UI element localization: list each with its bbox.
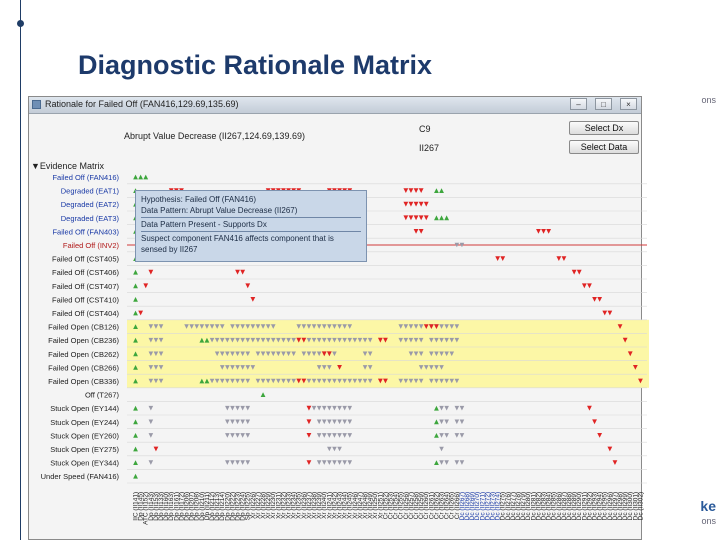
neutral-marker [322,433,327,438]
neutral-marker [235,460,240,465]
column-label: Xr (II237) [305,491,313,519]
minimize-button[interactable]: – [570,98,587,110]
neutral-marker [225,406,230,411]
column-label: Xr (II228) [260,491,268,519]
down-marker [138,311,143,316]
down-marker [424,215,429,220]
down-marker [409,188,414,193]
down-marker [592,297,597,302]
column-label: Dp (II211) [203,491,211,521]
row-label: Failed Off (CST407) [52,281,119,291]
down-marker [419,229,424,234]
tooltip-support: Data Pattern Present - Supports Dx [141,220,267,229]
column-label: Cr (II266) [453,491,461,520]
neutral-marker [439,447,444,452]
column-label: Dc (II290) [576,491,584,521]
column-label: Xr (II234) [290,491,298,519]
column-label: Cr (II262) [433,491,441,520]
maximize-button[interactable]: □ [595,98,612,110]
tree-expand-icon[interactable]: ▼ [31,161,40,171]
slide-rule [20,0,21,540]
neutral-marker [230,433,235,438]
down-marker [403,188,408,193]
down-marker [307,406,312,411]
tooltip-explanation-1: Suspect component FAN416 affects component that is [141,234,334,243]
neutral-marker [337,420,342,425]
column-label: Dp (II210) [198,491,206,521]
up-marker [434,419,439,424]
row-label: Stuck Open (EY260) [50,431,119,441]
column-label: Dc (II289) [571,491,579,521]
down-marker [546,229,551,234]
column-label: Dc (II293) [591,491,599,521]
neutral-marker [444,433,449,438]
column-label: Xr (II241) [326,491,334,519]
column-label: Dp (II143) [147,491,155,521]
row-label: Stuck Open (EY244) [50,417,119,427]
evidence-matrix-label: Evidence Matrix [39,161,104,171]
column-label: Dp (II161) [173,491,181,521]
neutral-marker [230,406,235,411]
neutral-marker [460,420,465,425]
row-label: Off (T267) [84,390,119,400]
down-marker [597,433,602,438]
column-label: Xr (II243) [336,491,344,519]
column-label: Dp (II213) [214,491,222,521]
evidence-matrix [29,97,643,541]
row-label: Failed Off (FAN403) [52,227,119,237]
column-label: Cr (II263) [438,491,446,520]
up-marker [434,460,439,465]
neutral-marker [460,460,465,465]
column-label: Cr (II264) [443,491,451,520]
column-label: Dc (II274) [494,491,502,521]
up-marker [434,433,439,438]
up-marker [434,406,439,411]
column-label: Dc (II285) [550,491,558,521]
column-label: Dc (II270) [474,491,482,521]
row-label: Failed Off (CST406) [52,268,119,278]
up-marker [434,215,439,220]
select-data-button[interactable]: Select Data [569,140,639,154]
column-label: Xr (II248) [362,491,370,519]
up-marker [138,175,143,180]
down-marker [307,433,312,438]
column-label: Dp (II212) [209,491,217,521]
highlight-band [127,320,649,388]
neutral-marker [240,433,245,438]
column-label: Dp (II160) [163,491,171,521]
column-label: Dc (II292) [586,491,594,521]
column-label: Dc (II295) [601,491,609,521]
rationale-window [28,96,645,540]
column-label: Dc (II284) [545,491,553,521]
up-marker [133,175,138,180]
row-label: Stuck Open (EY144) [50,404,119,414]
neutral-marker [317,460,322,465]
select-dx-button[interactable]: Select Dx [569,121,639,135]
neutral-marker [327,406,332,411]
neutral-marker [225,420,230,425]
up-marker [133,297,138,302]
down-marker [148,270,153,275]
neutral-marker [342,420,347,425]
neutral-marker [230,460,235,465]
down-marker [613,460,618,465]
down-marker [587,406,592,411]
up-marker [133,474,138,479]
column-label: Dc (II269) [469,491,477,521]
down-marker [250,297,255,302]
neutral-marker [317,420,322,425]
neutral-marker [327,460,332,465]
neutral-marker [245,460,250,465]
row-label: Failed Off (CST404) [52,309,119,318]
column-label: Cr (II253) [387,491,395,520]
up-marker [133,406,138,411]
down-marker [414,202,419,207]
column-label: Dc (II280) [525,491,533,521]
column-label: Dc (II282) [535,491,543,521]
tooltip-separator [141,231,361,232]
row-label: Stuck Open (EY344) [50,458,119,468]
neutral-marker [332,406,337,411]
column-label: Dc (II275) [499,491,507,521]
column-label: Dp (II206) [183,491,191,521]
down-marker [541,229,546,234]
close-button[interactable]: × [620,98,637,110]
column-label: Xr (II245) [346,491,354,519]
column-label: Cr (II265) [448,491,456,520]
up-marker [261,392,266,397]
neutral-marker [317,406,322,411]
column-label: Xr (II238) [311,491,319,519]
down-marker [419,215,424,220]
column-label: Dc (II281) [530,491,538,521]
neutral-marker [240,420,245,425]
up-marker [133,283,138,288]
column-label: Dc (II273) [489,491,497,521]
column-label: Xr (II240) [321,491,329,519]
neutral-marker [149,460,154,465]
neutral-marker [342,433,347,438]
column-label: Xr (II229) [265,491,273,519]
down-marker [495,256,500,261]
down-marker [500,256,505,261]
down-marker [414,215,419,220]
neutral-marker [455,460,460,465]
column-label: Cr (II261) [428,491,436,520]
neutral-marker [439,433,444,438]
neutral-marker [460,406,465,411]
neutral-marker [347,406,352,411]
down-marker [592,419,597,424]
neutral-marker [235,433,240,438]
neutral-marker [225,433,230,438]
logo-fragment-sub: ons [701,516,716,526]
down-marker [307,460,312,465]
down-marker [403,202,408,207]
neutral-marker [332,433,337,438]
neutral-marker [342,406,347,411]
down-marker [409,215,414,220]
neutral-marker [312,406,317,411]
logo-fragment-top: ons [701,95,716,105]
down-marker [556,256,561,261]
down-marker [414,188,419,193]
column-label: Xr (II230) [270,491,278,519]
neutral-marker [225,460,230,465]
reference-c9: C9 [419,124,431,134]
column-label: Xr (II244) [341,491,349,519]
window-title: Rationale for Failed Off (FAN416,129.69,135.69) [45,99,239,109]
up-marker [143,175,148,180]
reference-ii267: II267 [419,143,440,153]
column-label: Cr (II255) [397,491,405,520]
row-label: Degraded (EAT3) [60,213,119,223]
up-marker [444,215,449,220]
tooltip-explanation-2: sensed by II267 [141,245,198,254]
column-label: Xr (II233) [285,491,293,519]
up-marker [434,188,439,193]
neutral-marker [455,406,460,411]
column-label: Dc (II298) [617,491,625,521]
column-label: Dc (II296) [606,491,614,521]
row-label: Failed Off (CST410) [52,295,119,305]
neutral-marker [322,420,327,425]
column-label: Dc (II297) [611,491,619,521]
column-label: Dc (II294) [596,491,604,521]
column-label: Cr (II260) [423,491,431,520]
down-marker [582,283,587,288]
tooltip-hypothesis: Hypothesis: Failed Off (FAN416) [141,195,257,204]
neutral-marker [245,406,250,411]
column-label: Dp (II163) [168,491,176,521]
neutral-marker [337,460,342,465]
row-label: Failed Off (FAN416) [52,173,119,182]
row-label: Failed Off (CST405) [52,254,119,264]
column-label: Cr (II258) [413,491,421,520]
row-label: Failed Off (INV2) [62,241,119,250]
up-marker [439,215,444,220]
neutral-marker [235,420,240,425]
neutral-marker [322,406,327,411]
column-label: Dc (II287) [560,491,568,521]
rationale-tooltip [135,190,367,262]
neutral-marker [149,406,154,411]
slide-bullet-dot [17,20,24,27]
column-label: Sp (II225) [244,491,252,521]
row-label: Failed Open (CB236) [48,336,119,346]
tooltip-separator [141,217,361,218]
down-marker [602,311,607,316]
column-label: Cr (II252) [382,491,390,520]
column-label: Xr (II242) [331,491,339,519]
column-label: Dp (II220) [224,491,232,521]
neutral-marker [149,420,154,425]
neutral-marker [455,433,460,438]
neutral-marker [455,420,460,425]
row-label: Stuck Open (EY275) [50,445,119,454]
down-marker [577,270,582,275]
down-marker [307,419,312,424]
column-label: Dp (II222) [229,491,237,521]
down-marker [154,447,159,452]
neutral-marker [317,433,322,438]
column-label: ATC (II152) [142,491,150,525]
neutral-marker [327,420,332,425]
column-label: Dc (II299) [622,491,630,521]
down-marker [572,270,577,275]
column-label: Dp (II145) [137,491,145,521]
column-label: Dc (II278) [515,491,523,521]
neutral-marker [439,406,444,411]
down-marker [607,447,612,452]
down-marker [245,283,250,288]
neutral-marker [439,420,444,425]
neutral-marker [337,406,342,411]
down-marker [607,311,612,316]
neutral-marker [439,460,444,465]
down-marker [536,229,541,234]
column-label: Dc (II277) [509,491,517,521]
column-label: Xr (II247) [356,491,364,519]
neutral-marker [460,433,465,438]
neutral-marker [149,433,154,438]
column-label: Dc (II279) [520,491,528,521]
column-label: Dc (II283) [540,491,548,521]
column-label: Dc (II268) [464,491,472,521]
column-label: Dp (II153) [152,491,160,521]
neutral-marker [337,447,342,452]
up-marker [133,460,138,465]
column-label: Cr (II254) [392,491,400,520]
column-label: Dp (II207) [188,491,196,521]
column-label: Dc (II301) [632,491,640,521]
neutral-marker [347,433,352,438]
column-label: Cr (II257) [407,491,415,520]
column-label: Dc (II300) [627,491,635,521]
row-label: Under Speed (FAN416) [40,472,119,482]
neutral-marker [327,433,332,438]
column-label: Xr (II236) [300,491,308,519]
neutral-marker [444,406,449,411]
neutral-marker [332,420,337,425]
column-label: Dc (II288) [566,491,574,521]
column-label: Xr (II251) [377,491,385,519]
down-marker [143,283,148,288]
neutral-marker [327,447,332,452]
down-marker [419,202,424,207]
down-marker [403,215,408,220]
data-pattern-label: Abrupt Value Decrease (II267,124.69,139.69) [124,131,305,141]
up-marker [133,311,138,316]
neutral-marker [337,433,342,438]
column-label: Dc (II272) [484,491,492,521]
column-label: IIC (II141) [132,491,140,521]
column-label: Dc (II267) [458,491,466,521]
neutral-marker [240,460,245,465]
column-label: Xr (II227) [254,491,262,519]
down-marker [424,202,429,207]
column-label: Dp (II223) [234,491,242,521]
neutral-marker [444,460,449,465]
down-marker [587,283,592,288]
neutral-marker [332,447,337,452]
down-marker [235,270,240,275]
column-label: Xr (II232) [280,491,288,519]
logo-fragment: ke [700,498,716,514]
column-label: Dp (II133) [158,491,166,521]
neutral-marker [347,460,352,465]
row-label: Degraded (EAT1) [60,186,119,196]
row-label: Failed Open (CB262) [48,349,119,359]
column-label: Dp (II224) [239,491,247,521]
column-label: Xr (II235) [295,491,303,519]
up-marker [133,447,138,452]
column-label: Dc (II291) [581,491,589,521]
neutral-marker [347,420,352,425]
down-marker [409,202,414,207]
column-label: Xr (II246) [351,491,359,519]
column-label: Cr (II259) [418,491,426,520]
neutral-marker [342,460,347,465]
neutral-marker [245,420,250,425]
up-marker [133,433,138,438]
tooltip-data-pattern: Data Pattern: Abrupt Value Decrease (II267) [141,206,298,215]
neutral-marker [240,406,245,411]
down-marker [414,229,419,234]
neutral-marker [245,433,250,438]
up-marker [133,419,138,424]
column-label: Cr (II256) [402,491,410,520]
column-label: Dp (II172) [178,491,186,521]
column-label: Xr (II250) [372,491,380,519]
row-label: Degraded (EAT2) [60,200,119,210]
column-label: Xr (II239) [316,491,324,519]
row-label: Failed Open (CB266) [48,363,119,373]
neutral-marker [235,406,240,411]
row-label: Failed Open (CB126) [48,322,119,332]
column-label: Xr (II226) [249,491,257,519]
down-marker [562,256,567,261]
column-label: Dc (II286) [555,491,563,521]
column-label: Dc (II276) [504,491,512,521]
row-label: Failed Open (CB336) [48,377,119,386]
slide-title: Diagnostic Rationale Matrix [78,50,433,80]
neutral-marker [332,460,337,465]
column-label: Xr (II249) [367,491,375,519]
column-label: Dc (II271) [479,491,487,521]
down-marker [597,297,602,302]
down-marker [240,270,245,275]
up-marker [133,270,138,275]
column-label: Xr (II231) [275,491,283,519]
down-marker [419,188,424,193]
column-label: Dp (II208) [193,491,201,521]
up-marker [439,188,444,193]
neutral-marker [322,460,327,465]
neutral-marker [444,420,449,425]
neutral-marker [230,420,235,425]
column-label: Dc (II302) [637,491,645,521]
column-label: Dp (II214) [219,491,227,521]
